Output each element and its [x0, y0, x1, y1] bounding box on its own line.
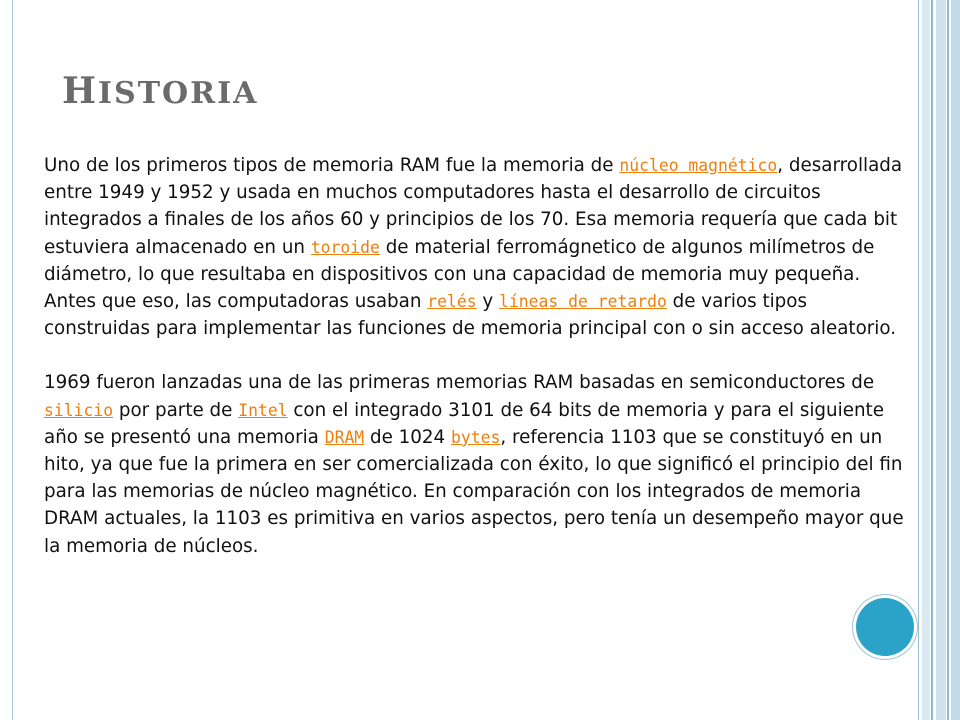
link-toroide[interactable]: toroide: [310, 237, 380, 257]
paragraph-2: [44, 369, 914, 559]
text-segment: con el integrado 3101 de 64 bits de memoria y para el siguiente año se presentó una memoria: [44, 399, 884, 448]
text-segment: 1969 fueron lanzadas una de las primeras memorias RAM basadas en semiconductores de: [44, 372, 875, 394]
slide-body: [44, 152, 914, 587]
link-nucleo-magnetico[interactable]: núcleo magnético: [619, 156, 778, 175]
title-initial: H: [62, 70, 99, 112]
link-intel[interactable]: Intel: [238, 400, 288, 420]
title-rest: ISTORIA: [98, 76, 259, 111]
text-segment: de varios tipos construidas para implementar las funciones de memoria principal con o sin acceso aleatorio.: [44, 291, 897, 340]
link-bytes[interactable]: bytes: [451, 427, 501, 447]
link-silicio[interactable]: silicio: [44, 400, 114, 420]
text-segment: , desarrollada entre 1949 y 1952 y usada en muchos computadores hasta el desarrollo de circuitos integrados a finales de los años 60 y principios de los 70. Esa memoria requería que cada bit estuviera almacenado en un: [44, 155, 903, 258]
link-dram[interactable]: DRAM: [324, 427, 365, 447]
slide-title: [62, 70, 258, 112]
text-segment: por parte de: [113, 399, 239, 421]
link-reles[interactable]: relés: [427, 292, 477, 312]
decorative-circle: [856, 598, 914, 656]
link-lineas-de-retardo[interactable]: líneas de retardo: [499, 292, 667, 312]
paragraph-1: [44, 152, 914, 342]
text-segment: y: [476, 291, 500, 313]
text-segment: , referencia 1103 que se constituyó en un hito, ya que fue la primera en ser comercializada con éxito, lo que significó el principio del fin para las memorias de núcleo magnético. En comparación con los integrados de memoria DRAM actuales, la 1103 es primitiva en varios aspectos, pero tenía un desempeño mayor que la memoria de núcleos.: [44, 426, 904, 557]
right-decorative-stripes: [918, 0, 960, 720]
left-border-line: [12, 0, 13, 720]
text-segment: de material ferromágnetico de algunos milímetros de diámetro, lo que resultaba en dispositivos con una capacidad de memoria muy pequeña. Antes que eso, las computadoras usaban: [44, 236, 875, 313]
text-segment: de 1024: [364, 426, 451, 448]
text-segment: Uno de los primeros tipos de memoria RAM fue la memoria de: [44, 155, 620, 176]
